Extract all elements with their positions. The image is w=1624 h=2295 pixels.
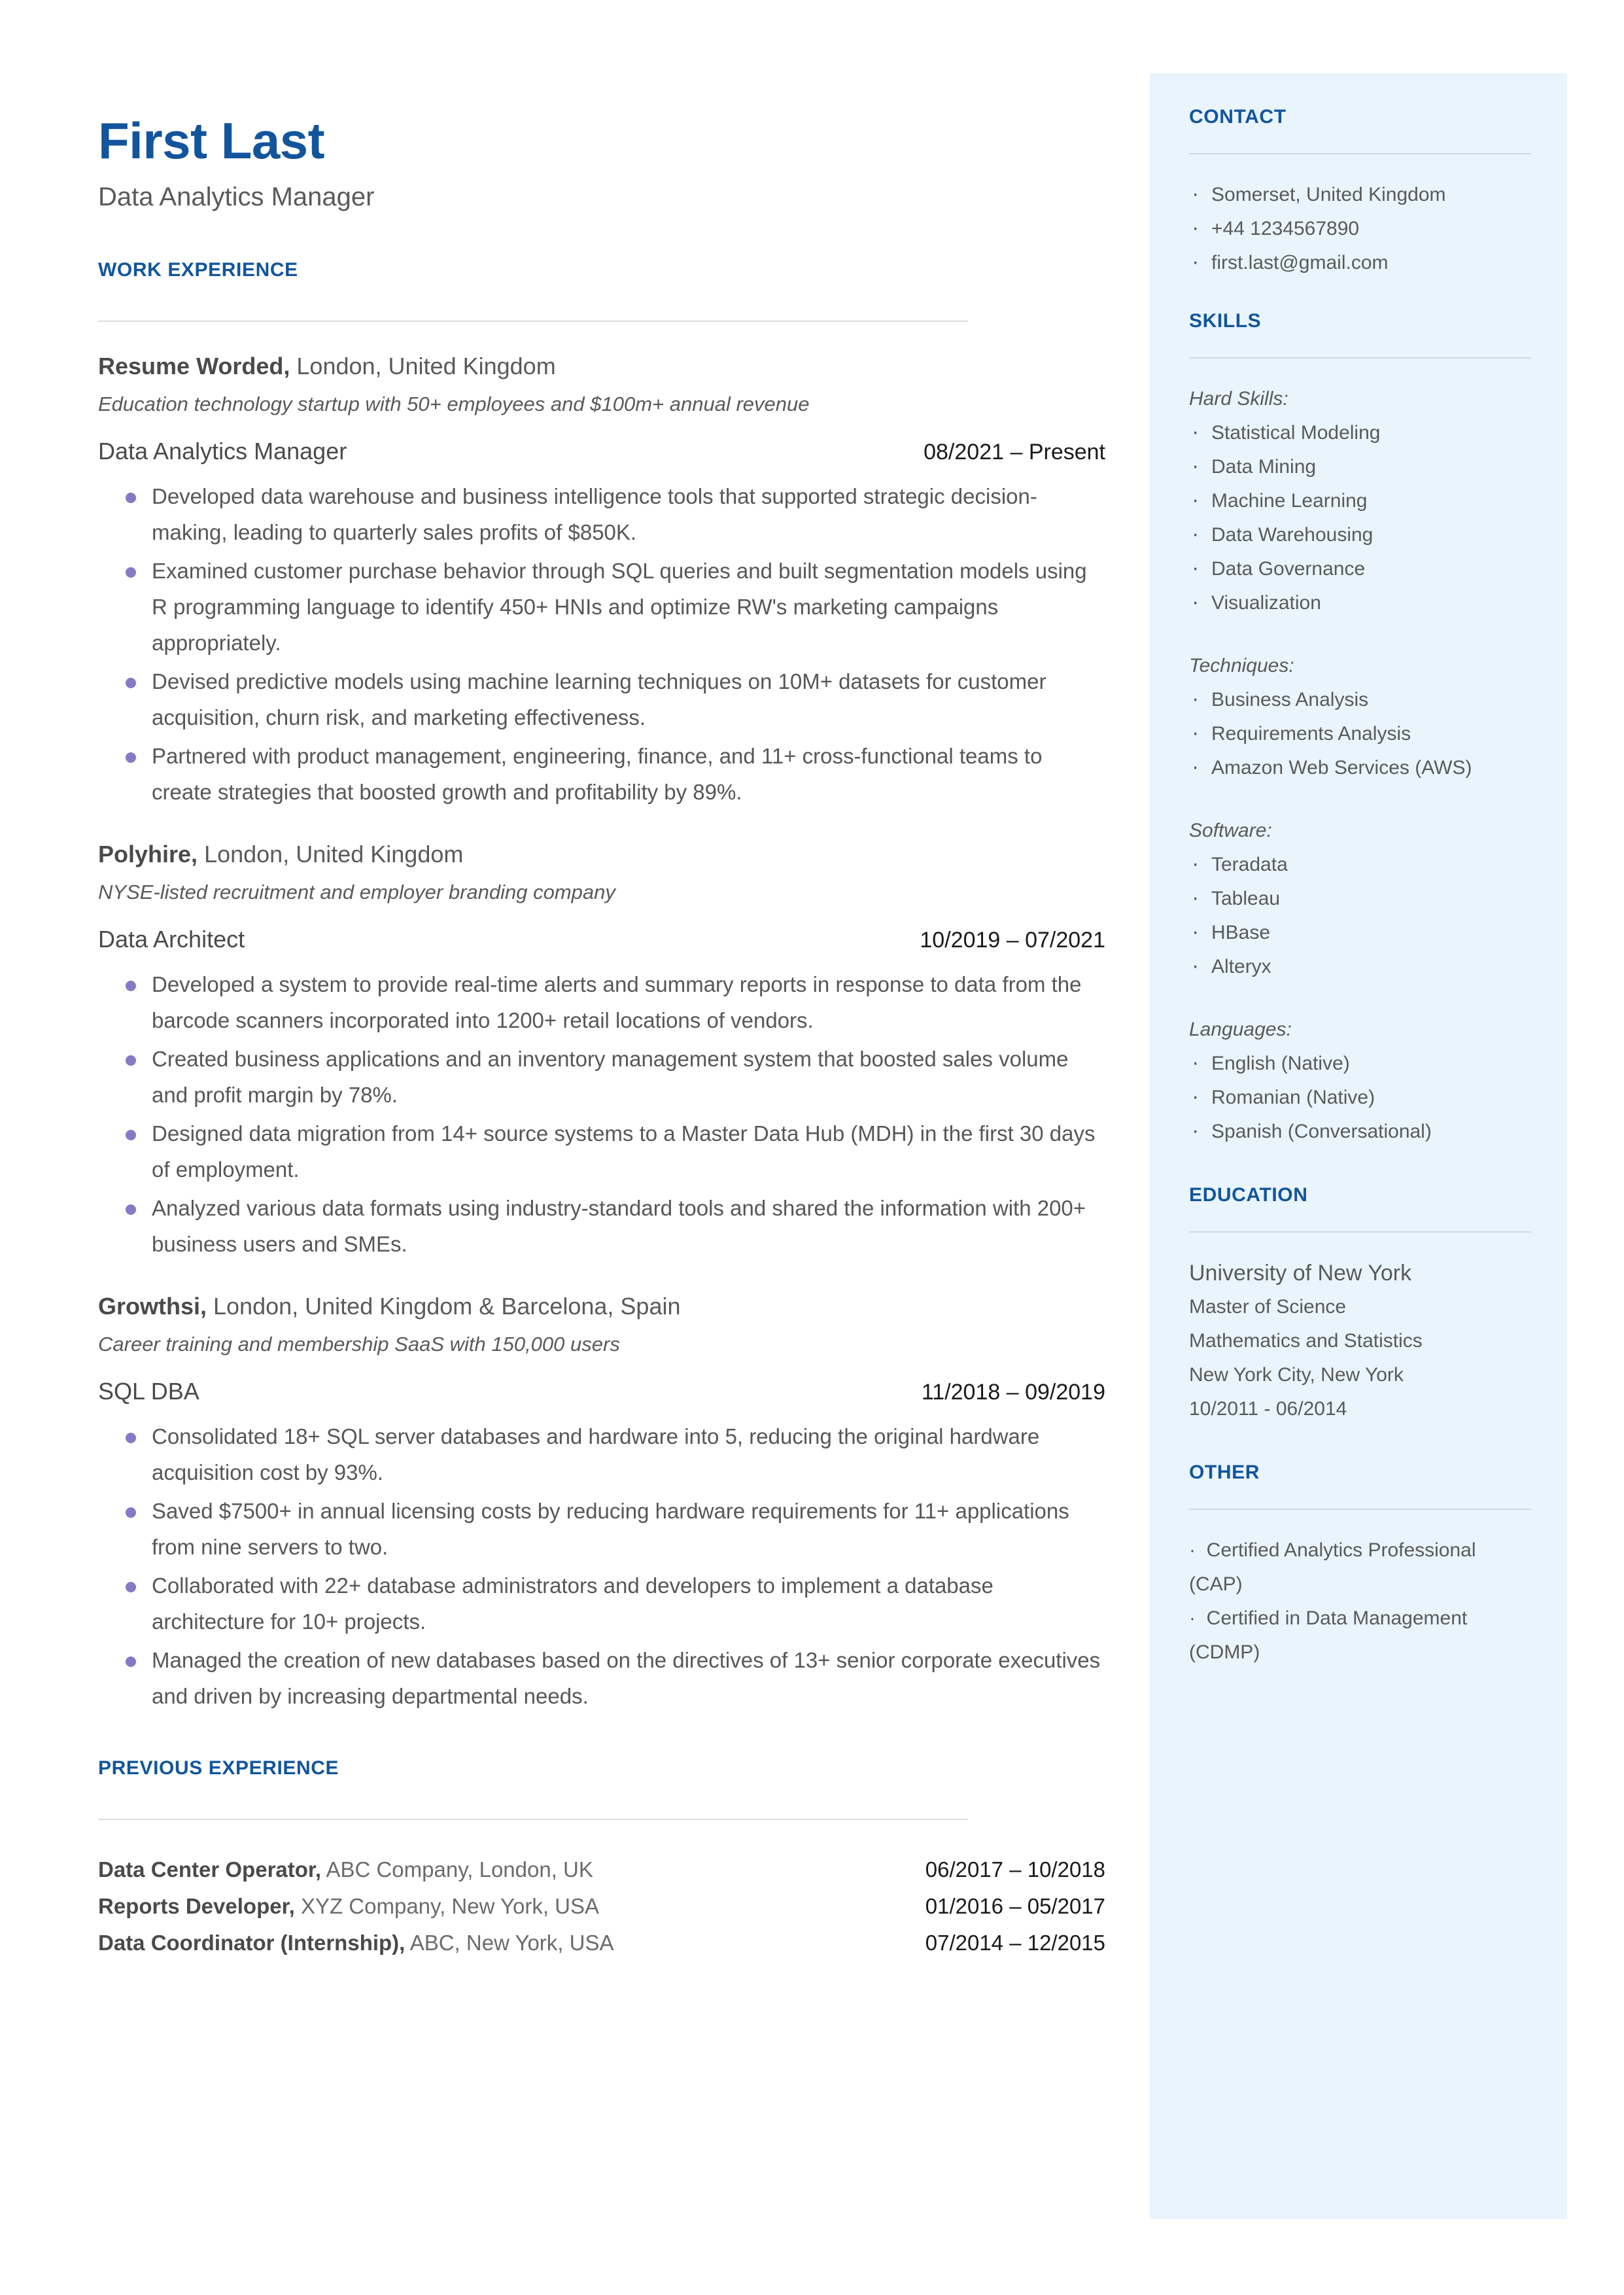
job-title-row [98,436,1105,468]
previous-experience-row [98,1925,1105,1961]
previous-company: XYZ Company, New York, USA [294,1894,600,1918]
job-bullet-list [98,1418,1105,1714]
education-school: University of New York [1189,1261,1412,1286]
skill-item: · Machine Learning [1189,484,1531,518]
job-bullet-list [98,966,1105,1262]
work-experience-divider [98,321,968,322]
job-bullet: Created business applications and an inventory management system that boosted sales volume and profit margin by 78%. [98,1041,1105,1113]
job-title-row [98,924,1105,956]
previous-dates: 06/2017 – 10/2018 [925,1857,1105,1882]
contact-email[interactable]: · first.last@gmail.com [1189,246,1531,280]
previous-dates: 01/2016 – 05/2017 [925,1894,1105,1918]
job-dates: 10/2019 – 07/2021 [920,928,1105,953]
education-field: Mathematics and Statistics [1189,1330,1423,1352]
previous-experience-heading: PREVIOUS EXPERIENCE [98,1757,339,1779]
skills-divider [1189,357,1531,359]
sidebar-section-other [1189,1462,1531,1670]
job-company-location: London, United Kingdom & Barcelona, Spain [207,1293,681,1320]
previous-experience-list [98,1851,1105,1961]
skills-group-label-languages: Languages: [1189,1019,1292,1040]
page-title: First Last [98,112,325,169]
contact-location: · Somerset, United Kingdom [1189,178,1531,212]
contact-list [1189,178,1531,280]
previous-experience-divider [98,1819,968,1820]
job-bullet-list [98,478,1105,810]
skills-group-techniques [1189,683,1531,785]
job-dates: 11/2018 – 09/2019 [921,1380,1105,1405]
job-bullet: Devised predictive models using machine learning techniques on 10M+ datasets for customer acquisition, churn risk, and marketing effectiveness. [98,663,1105,735]
job-bullet: Analyzed various data formats using industry-standard tools and shared the information with 200+ business users and SMEs. [98,1190,1105,1262]
contact-divider [1189,153,1531,154]
job-company-location: London, United Kingdom [290,353,556,379]
skills-group-label-software: Software: [1189,820,1272,841]
previous-role-line [98,1925,613,1961]
previous-company: ABC, New York, USA [405,1931,614,1955]
skill-item: · Tableau [1189,882,1531,916]
job-dates: 08/2021 – Present [924,440,1105,464]
skill-item: · Business Analysis [1189,683,1531,717]
job-company-description: Education technology startup with 50+ employees and $100m+ annual revenue [98,393,810,415]
job-entry [98,351,1105,810]
job-bullet: Designed data migration from 14+ source systems to a Master Data Hub (MDH) in the first 30 days of employment. [98,1115,1105,1187]
main-column [98,111,1105,1961]
previous-role-line [98,1851,593,1888]
previous-experience-row [98,1851,1105,1888]
skill-item: · Amazon Web Services (AWS) [1189,751,1531,785]
spacer [1189,785,1531,814]
contact-heading: CONTACT [1189,106,1287,128]
job-bullet: Consolidated 18+ SQL server databases and hardware into 5, reducing the original hardware acquisition cost by 93%. [98,1418,1105,1490]
skill-item: · Alteryx [1189,950,1531,984]
education-degree: Master of Science [1189,1296,1347,1318]
sidebar-section-education [1189,1184,1531,1426]
education-location: New York City, New York [1189,1364,1404,1386]
job-bullet: Developed a system to provide real-time alerts and summary reports in response to data from the barcode scanners incorporated into 1200+ retail locations of vendors. [98,966,1105,1038]
job-title: Data Architect [98,926,245,953]
sidebar [1150,73,1567,2219]
previous-dates: 07/2014 – 12/2015 [925,1931,1105,1955]
other-divider [1189,1509,1531,1510]
education-heading: EDUCATION [1189,1184,1308,1206]
contact-phone: · +44 1234567890 [1189,212,1531,246]
job-entry [98,1291,1105,1714]
sidebar-section-contact [1189,106,1531,280]
spacer [1189,620,1531,649]
education-divider [1189,1231,1531,1233]
job-bullet: Collaborated with 22+ database administrators and developers to implement a database architecture for 10+ projects. [98,1568,1105,1639]
education-dates: 10/2011 - 06/2014 [1189,1398,1347,1420]
job-bullet: Partnered with product management, engineering, finance, and 11+ cross-functional teams to create strategies that boosted growth and profitability by 89%. [98,738,1105,810]
work-experience-heading: WORK EXPERIENCE [98,259,298,281]
job-company-line [98,351,1105,382]
job-company-name: Polyhire, [98,841,198,867]
job-title: SQL DBA [98,1378,199,1405]
other-heading: OTHER [1189,1462,1260,1483]
job-subtitle: Data Analytics Manager [98,183,375,211]
skills-group-label-techniques: Techniques: [1189,655,1294,676]
language-item: · English (Native) [1189,1047,1531,1081]
skill-item: · Data Governance [1189,552,1531,586]
sidebar-section-skills [1189,310,1531,1149]
job-company-name: Resume Worded, [98,353,290,379]
certification-item: · Certified in Data Management (CDMP) [1189,1602,1531,1670]
job-company-location: London, United Kingdom [198,841,464,867]
skills-heading: SKILLS [1189,310,1262,332]
skill-item: · Data Warehousing [1189,518,1531,552]
job-bullet: Saved $7500+ in annual licensing costs by reducing hardware requirements for 11+ applications from nine servers to two. [98,1493,1105,1565]
skills-group-software [1189,848,1531,984]
skill-item: · Visualization [1189,586,1531,620]
skill-item: · Statistical Modeling [1189,416,1531,450]
skills-group-label-hard: Hard Skills: [1189,388,1288,410]
previous-experience-row [98,1888,1105,1925]
skill-item: · Requirements Analysis [1189,717,1531,751]
job-entry [98,839,1105,1262]
job-title: Data Analytics Manager [98,438,347,464]
job-bullet: Examined customer purchase behavior through SQL queries and built segmentation models using R programming language to identify 450+ HNIs and optimize RW's marketing campaigns appropriately. [98,553,1105,661]
job-company-description: NYSE-listed recruitment and employer branding company [98,881,615,903]
skills-group-languages [1189,1047,1531,1149]
certification-item: · Certified Analytics Professional (CAP) [1189,1533,1531,1602]
job-bullet: Developed data warehouse and business intelligence tools that supported strategic decision-making, leading to quarterly sales profits of $850K. [98,478,1105,550]
language-item: · Spanish (Conversational) [1189,1115,1531,1149]
previous-role: Reports Developer, [98,1894,295,1918]
job-bullet: Managed the creation of new databases based on the directives of 13+ senior corporate executives and driven by increasing departmental needs. [98,1642,1105,1714]
skills-group-hard [1189,416,1531,620]
skill-item: · Data Mining [1189,450,1531,484]
previous-company: ABC Company, London, UK [321,1857,593,1882]
previous-role-line [98,1888,599,1925]
skill-item: · Teradata [1189,848,1531,882]
job-company-line [98,839,1105,870]
previous-role: Data Coordinator (Internship), [98,1931,406,1955]
job-company-line [98,1291,1105,1322]
skill-item: · HBase [1189,916,1531,950]
spacer [1189,984,1531,1013]
job-title-row [98,1376,1105,1408]
previous-role: Data Center Operator, [98,1857,322,1882]
language-item: · Romanian (Native) [1189,1081,1531,1115]
job-company-description: Career training and membership SaaS with 150,000 users [98,1333,620,1356]
job-company-name: Growthsi, [98,1293,207,1320]
